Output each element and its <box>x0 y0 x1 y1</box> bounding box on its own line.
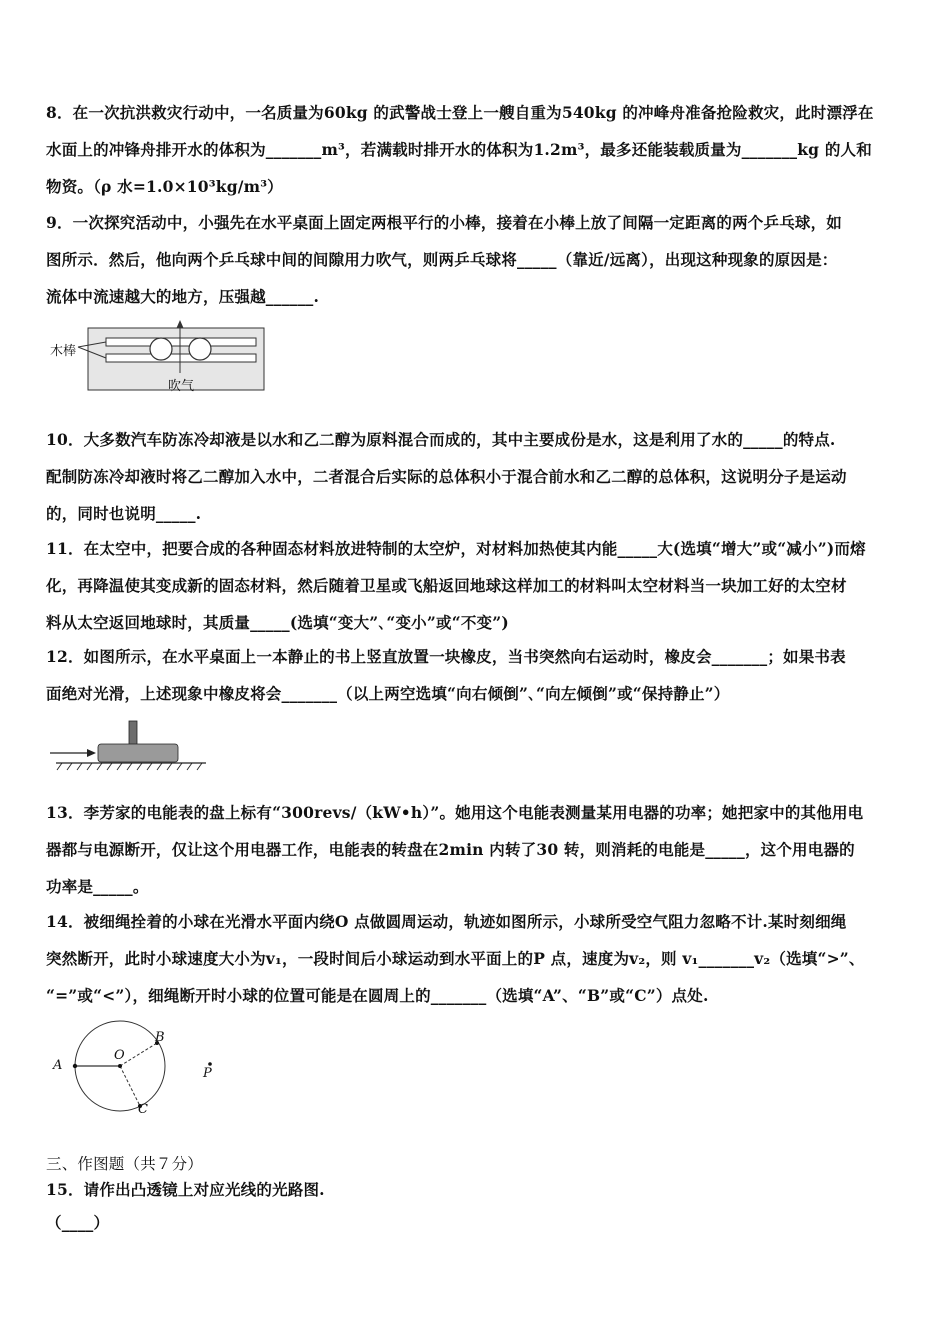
q14-line-3: “=”或“<”），细绳断开时小球的位置可能是在圆周上的_______（选填“A”、“B”或“C”）点处. <box>46 986 709 1005</box>
q9-blow-arrow-head <box>177 320 184 328</box>
q14-label-P: P <box>203 1066 212 1081</box>
q15-answer-blank: （____） <box>46 1213 110 1232</box>
q9-ball-left <box>150 338 172 360</box>
q12-push-arrow-head <box>87 749 96 757</box>
q13-line-1: 13．李芳家的电能表的盘上标有“300revs/（kW•h）”。她用这个电能表测量某用电器的功率；她把家中的其他用电 <box>46 803 864 822</box>
q13-line-2: 器都与电源断开，仅让这个用电器工作，电能表的转盘在2min 内转了30 转，则消耗的电能是_____，这个用电器的 <box>46 840 855 859</box>
q12-eraser <box>129 721 137 745</box>
q15-line-1: 15．请作出凸透镜上对应光线的光路图. <box>46 1180 325 1199</box>
q12-line-1: 12．如图所示，在水平桌面上一本静止的书上竖直放置一块橡皮，当书突然向右运动时，橡皮会_______；如果书表 <box>46 647 846 666</box>
q12-figure <box>48 718 210 774</box>
q11-line-2: 化，再降温使其变成新的固态材料，然后随着卫星或飞船返回地球这样加工的材料叫太空材料当一块加工好的太空材 <box>46 576 847 595</box>
q14-point-O <box>118 1064 122 1068</box>
q8-line-2: 水面上的冲锋舟排开水的体积为_______m³，若满载时排开水的体积为1.2m³，最多还能装载质量为_______kg 的人和 <box>46 140 872 159</box>
q10-line-2: 配制防冻冷却液时将乙二醇加入水中，二者混合后实际的总体积小于混合前水和乙二醇的总体积，这说明分子是运动 <box>46 467 847 486</box>
q9-line-1: 9．一次探究活动中，小强先在水平桌面上固定两根平行的小棒，接着在小棒上放了间隔一定距离的两个乒乓球，如 <box>46 213 842 232</box>
q14-label-O: O <box>114 1048 125 1063</box>
q14-point-A <box>73 1064 77 1068</box>
q9-label-blow: 吹气 <box>168 379 195 394</box>
q14-line-1: 14．被细绳拴着的小球在光滑水平面内绕O 点做圆周运动，轨迹如图所示，小球所受空气阻力忽略不计.某时刻细绳 <box>46 912 847 931</box>
q14-line-2: 突然断开，此时小球速度大小为v₁，一段时间后小球运动到水平面上的P 点，速度为v₂，则 v₁_______v₂（选填“>”、 <box>46 949 865 968</box>
q10-line-1: 10．大多数汽车防冻冷却液是以水和乙二醇为原料混合而成的，其中主要成份是水，这是利用了水的_____的特点. <box>46 430 836 449</box>
q14-dashed-OB <box>120 1043 157 1066</box>
q14-label-C: C <box>138 1102 148 1117</box>
q13-line-3: 功率是_____。 <box>46 877 149 896</box>
q9-rod-bottom <box>106 354 256 362</box>
q10-line-3: 的，同时也说明_____. <box>46 504 202 523</box>
q14-dashed-OC <box>120 1066 140 1106</box>
section3-title: 三、作图题（共７分） <box>46 1155 204 1173</box>
q14-label-B: B <box>155 1030 165 1045</box>
q11-line-3: 料从太空返回地球时，其质量_____(选填“变大”､“变小”或“不变”) <box>46 613 509 632</box>
q12-book <box>98 744 178 762</box>
q9-line-3: 流体中流速越大的地方，压强越______. <box>46 287 320 306</box>
q12-table-hatching <box>57 763 202 770</box>
q9-rod-top <box>106 338 256 346</box>
q9-label-rod: 木棒 <box>50 344 77 359</box>
q8-line-3: 物资。（ρ 水=1.0×10³kg/m³） <box>46 177 283 196</box>
q14-label-A: A <box>53 1058 63 1073</box>
q9-ball-right <box>189 338 211 360</box>
q12-line-2: 面绝对光滑，上述现象中橡皮将会_______（以上两空选填“向右倾倒”､“向左倾倒”或“保持静止”） <box>46 684 730 703</box>
q8-line-1: 8．在一次抗洪救灾行动中，一名质量为60kg 的武警战士登上一艘自重为540kg 的冲峰舟准备抢险救灾，此时漂浮在 <box>46 103 874 122</box>
q9-figure <box>48 318 268 393</box>
q11-line-1: 11．在太空中，把要合成的各种固态材料放进特制的太空炉，对材料加热使其内能_____大(选填“增大”或“减小”)而熔 <box>46 539 866 558</box>
q9-line-2: 图所示．然后，他向两个乒乓球中间的间隙用力吹气，则两乒乓球将_____（靠近/远离），出现这种现象的原因是： <box>46 250 838 269</box>
